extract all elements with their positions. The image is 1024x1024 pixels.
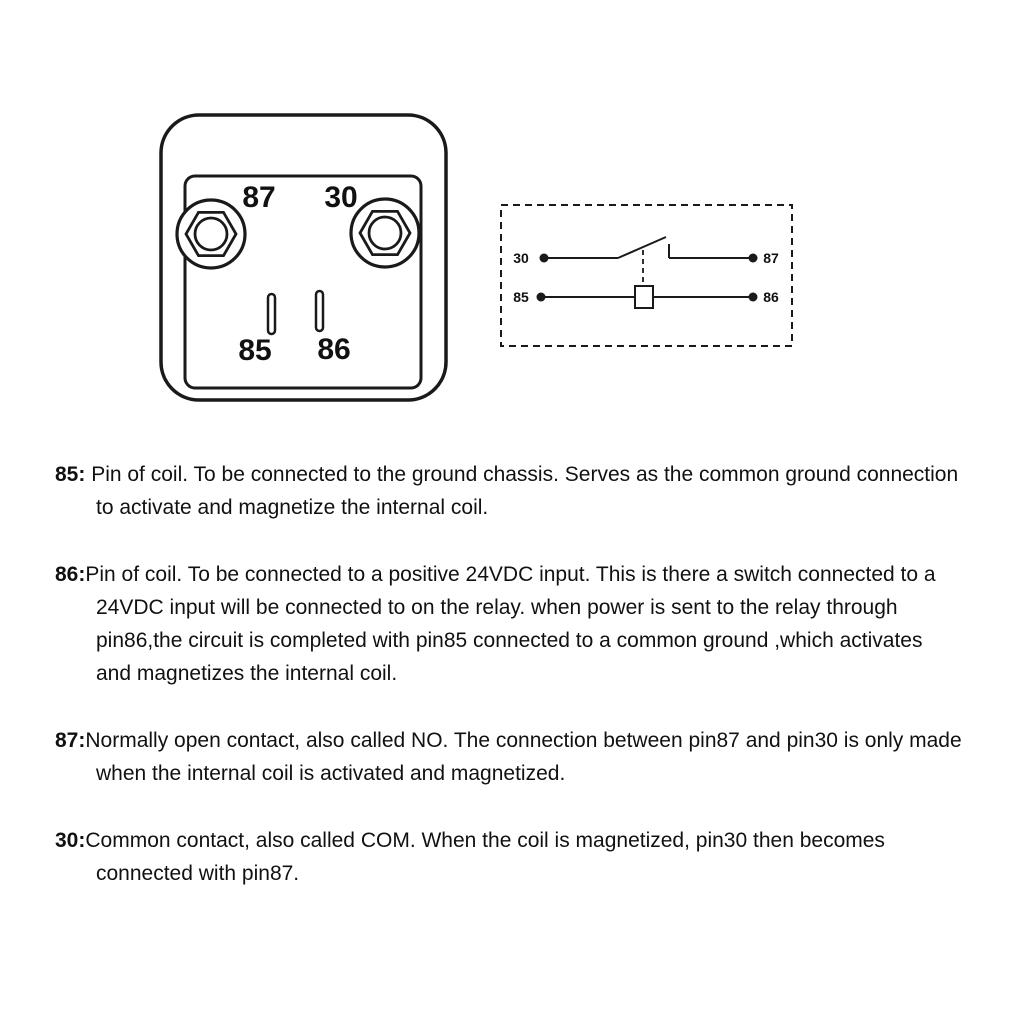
pin-30-description — [55, 824, 963, 890]
schematic-pin-85-label: 85 — [513, 289, 529, 305]
hex-nut-right — [351, 199, 419, 267]
schematic-node-87 — [749, 254, 758, 263]
relay-bottom-view — [161, 115, 446, 400]
pin-descriptions — [55, 458, 963, 924]
schematic-pin-30-label: 30 — [513, 250, 529, 266]
schematic-dashed-border — [501, 205, 792, 346]
hex-nut-left — [177, 200, 245, 268]
pin-86-label: 86: — [55, 563, 86, 586]
schematic-pin-86-label: 86 — [763, 289, 779, 305]
relay-pin-85-label: 85 — [238, 334, 272, 367]
relay-diagrams-svg — [0, 0, 1024, 430]
pin-87-description — [55, 724, 963, 790]
pin-86-description — [55, 558, 963, 690]
pin-85-text: Pin of coil. To be connected to the ground chassis. Serves as the common ground connection to activate and magnetize the internal coil. — [85, 463, 959, 519]
blade-slot-left — [268, 294, 275, 334]
pin-86-text: Pin of coil. To be connected to a positive 24VDC input. This is there a switch connected to a 24VDC input will be connected to on the relay. when power is sent to the relay through pin86,the circuit is completed with pin85 connected to a common ground ,which activates and magnetizes the internal coil. — [85, 563, 936, 685]
blade-slot-right — [316, 291, 323, 331]
schematic-coil — [635, 286, 653, 308]
schematic-pin-87-label: 87 — [763, 250, 779, 266]
pin-30-text: Common contact, also called COM. When the coil is magnetized, pin30 then becomes connected with pin87. — [85, 829, 885, 885]
relay-pin-87-label: 87 — [242, 181, 276, 214]
diagram-area — [0, 0, 1024, 430]
pin-87-text: Normally open contact, also called NO. The connection between pin87 and pin30 is only made when the internal coil is activated and magnetized. — [85, 729, 962, 785]
pin-85-description — [55, 458, 963, 524]
pin-87-label: 87: — [55, 729, 86, 752]
relay-pin-30-label: 30 — [324, 181, 358, 214]
relay-schematic — [501, 205, 792, 346]
relay-pin-86-label: 86 — [317, 333, 351, 366]
pin-30-label: 30: — [55, 829, 86, 852]
schematic-switch-arm — [618, 237, 666, 258]
pin-85-label: 85: — [55, 463, 86, 486]
schematic-node-86 — [749, 293, 758, 302]
